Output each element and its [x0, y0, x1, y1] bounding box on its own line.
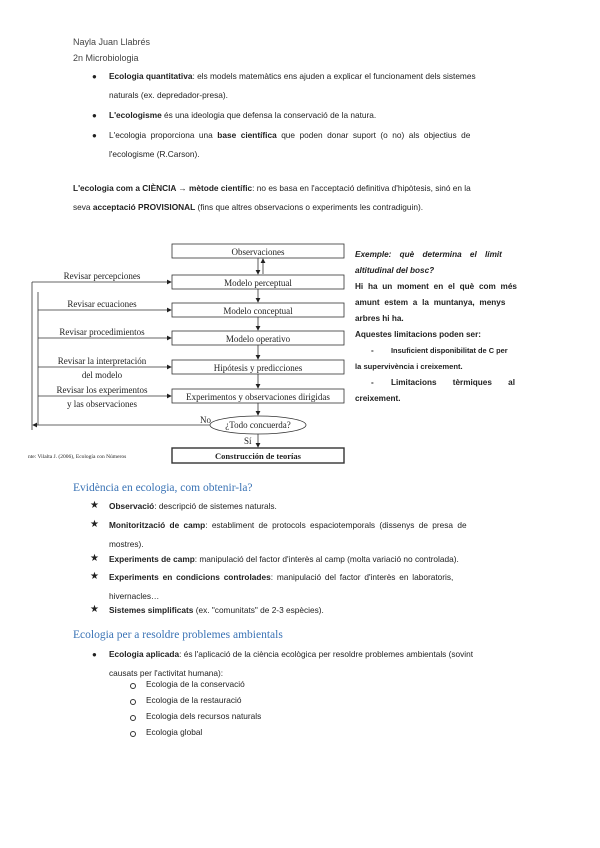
course-name: 2n Microbiologia	[73, 53, 139, 63]
science-paragraph: L'ecologia com a CIÈNCIA → mètode científic: no es basa en l'acceptació definitiva d'hipòtesis, sinó en la seva acceptació PROVISIONAL (fins que altres observacions o experiments les contradiguin).	[73, 183, 471, 212]
evidence-item-monitoritzacio: Monitorització de camp: establiment de protocols espaciotemporals (dissenys de presa de mostres).	[109, 520, 467, 549]
example-item2-line2: creixement.	[355, 394, 401, 403]
feedback-label-interpretacion: Revisar la interpretación	[57, 356, 147, 366]
applied-sub-recursos: Ecologia dels recursos naturals	[146, 711, 262, 721]
dash-icon: -	[371, 378, 374, 387]
circle-bullet-icon	[130, 731, 136, 737]
example-title-line1: Exemple: què determina el límit	[355, 250, 502, 259]
applied-sub-restauracio: Ecologia de la restauració	[146, 695, 242, 705]
applied-sub-global: Ecologia global	[146, 727, 203, 737]
example-line4: Aquestes limitacions poden ser:	[355, 330, 482, 339]
example-item2-line1: Limitacions tèrmiques al	[391, 378, 516, 387]
star-bullet-icon: ★	[90, 553, 99, 564]
feedback-label-experimentos: Revisar los experimentos	[56, 385, 148, 395]
example-line3: arbres hi ha.	[355, 314, 404, 323]
box-observaciones-label: Observaciones	[231, 247, 285, 257]
dash-icon: -	[371, 346, 374, 355]
scientific-method-diagram	[28, 240, 348, 466]
diagram-caption: nte: Vilalta J. (2006), Ecología con Números	[28, 454, 127, 460]
bullet-ecologism: L'ecologisme és una ideologia que defensa la conservació de la natura.	[109, 110, 377, 120]
bullet-scientific-base: L'ecologia proporciona una base científica que poden donar suport (o no) als objectius de l'ecologisme (R.Carson).	[109, 130, 471, 159]
circle-bullet-icon	[130, 683, 136, 689]
box-experimentos-label: Experimentos y observaciones dirigidas	[186, 392, 330, 402]
bullet-icon: ●	[92, 111, 97, 120]
example-line1: Hi ha un moment en el què com més	[355, 282, 517, 291]
decision-label: ¿Todo concuerda?	[225, 420, 291, 430]
applied-sub-conservacio: Ecologia de la conservació	[146, 679, 245, 689]
evidence-item-observacio: Observació: descripció de sistemes naturals.	[109, 501, 277, 511]
feedback-label-percepciones: Revisar percepciones	[63, 271, 141, 281]
bullet-icon: ●	[92, 650, 97, 659]
star-bullet-icon: ★	[90, 500, 99, 511]
evidence-item-experiments-controlades: Experiments en condicions controlades: manipulació del factor d'interès en laboratoris, hivernacles…	[109, 572, 454, 601]
star-bullet-icon: ★	[90, 604, 99, 615]
bullet-quantitative: Ecologia quantitativa: els models matemàtics ens ajuden a explicar el funcionament dels sistemes naturals (ex. depredador-presa).	[109, 71, 476, 100]
box-teorias-label: Construcción de teorías	[215, 451, 301, 461]
feedback-label-ecuaciones: Revisar ecuaciones	[67, 299, 137, 309]
evidence-item-experiments-camp: Experiments de camp: manipulació del factor d'interès al camp (molta variació no controlada).	[109, 554, 459, 564]
feedback-label-procedimientos: Revisar procedimientos	[59, 327, 145, 337]
yes-label: Sí	[244, 436, 252, 446]
example-line2: amunt estem a la muntanya, menys	[355, 298, 506, 307]
evidence-heading: Evidència en ecologia, com obtenir-la?	[73, 482, 253, 494]
circle-bullet-icon	[130, 715, 136, 721]
star-bullet-icon: ★	[90, 571, 99, 582]
star-bullet-icon: ★	[90, 519, 99, 530]
bullet-icon: ●	[92, 131, 97, 140]
box-modelo-conceptual-label: Modelo conceptual	[223, 306, 293, 316]
author-name: Nayla Juan Llabrés	[73, 37, 151, 47]
circle-bullet-icon	[130, 699, 136, 705]
applied-heading: Ecologia per a resoldre problemes ambientals	[73, 629, 283, 641]
example-item1-line2: la supervivència i creixement.	[355, 362, 463, 371]
evidence-item-sistemes: Sistemes simplificats (ex. "comunitats" de 2-3 espècies).	[109, 605, 324, 615]
box-hipotesis-label: Hipótesis y predicciones	[213, 363, 303, 373]
no-label: No	[200, 415, 211, 425]
bullet-icon: ●	[92, 72, 97, 81]
example-item1-line1: Insuficient disponibilitat de C per	[391, 346, 508, 355]
example-title-line2: altitudinal del bosc?	[355, 266, 435, 275]
box-modelo-operativo-label: Modelo operativo	[225, 334, 291, 344]
box-modelo-perceptual-label: Modelo perceptual	[224, 278, 292, 288]
feedback-label-observaciones: y las observaciones	[67, 399, 137, 409]
applied-ecology-item: Ecologia aplicada: és l'aplicació de la ciència ecològica per resoldre problemes ambientals (sovint causats per l'activitat humana):	[109, 649, 474, 678]
feedback-label-modelo: del modelo	[81, 370, 123, 380]
